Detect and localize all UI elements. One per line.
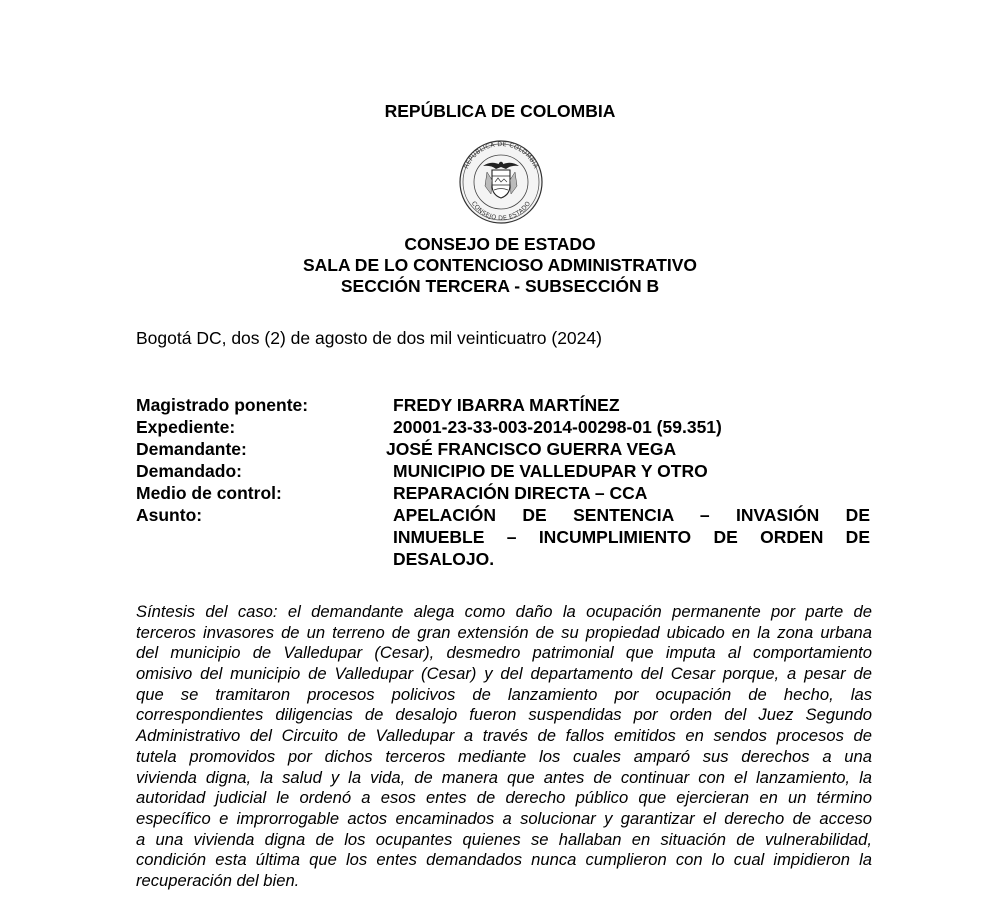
- summary-line: vivienda digna, la salud y la vida, de manera que antes de continuar con el lanzamiento, la: [136, 767, 872, 787]
- svg-text:REPUBLICA DE COLOMBIA: REPUBLICA DE COLOMBIA: [462, 140, 540, 170]
- case-details: [136, 394, 870, 570]
- summary-line: Síntesis del caso: el demandante alega como daño la ocupación permanente por parte de: [136, 602, 872, 621]
- court-section: SECCIÓN TERCERA - SUBSECCIÓN B: [340, 276, 660, 296]
- demandado-label: Demandado:: [136, 461, 242, 481]
- summary-line: tutela promovidos por dichos terceros mediante los cuales amparó sus derechos a una: [136, 746, 872, 766]
- summary-line: terceros invasores de un terreno de gran extensión de su propiedad ubicado en la zona urbana: [136, 622, 872, 642]
- demandante-row: [136, 438, 870, 460]
- summary-line: omisivo del municipio de Valledupar (Cesar) y del departamento del Cesar porque, a pesar de: [136, 664, 872, 684]
- country-heading: REPÚBLICA DE COLOMBIA: [384, 101, 616, 121]
- case-summary: [136, 602, 872, 892]
- court-name: CONSEJO DE ESTADO: [404, 234, 596, 254]
- summary-line: a una vivienda digna de los ocupantes quienes se hallaban en situación de vulnerabilidad,: [136, 829, 872, 849]
- magistrado-label: Magistrado ponente:: [136, 395, 309, 415]
- medio-label: Medio de control:: [136, 483, 282, 503]
- asunto-line: INMUEBLE – INCUMPLIMIENTO DE ORDEN DE: [393, 527, 870, 547]
- summary-line: específico e improrrogable actos encaminados a solucionar y garantizar el derecho de acceso: [136, 808, 872, 828]
- asunto-line: DESALOJO.: [393, 549, 495, 569]
- magistrado-row: [136, 394, 870, 416]
- medio-row: [136, 482, 870, 504]
- asunto-line: APELACIÓN DE SENTENCIA – INVASIÓN DE: [393, 505, 870, 525]
- summary-line: recuperación del bien.: [136, 870, 300, 890]
- demandado-row: [136, 460, 870, 482]
- court-heading: [0, 234, 984, 297]
- demandante-label: Demandante:: [136, 439, 247, 459]
- expediente-value: 20001-23-33-003-2014-00298-01 (59.351): [393, 417, 722, 437]
- demandante-value: JOSÉ FRANCISCO GUERRA VEGA: [386, 439, 677, 459]
- expediente-label: Expediente:: [136, 417, 236, 437]
- asunto-value: [393, 504, 870, 570]
- summary-line: que se tramitaron procesos policivos de lanzamiento por ocupación de hecho, las: [136, 684, 872, 704]
- summary-line: autoridad judicial le ordenó a esos entes de derecho público que ejercieran en un término: [136, 788, 872, 808]
- demandado-value: MUNICIPIO DE VALLEDUPAR Y OTRO: [393, 461, 708, 481]
- magistrado-value: FREDY IBARRA MARTÍNEZ: [393, 395, 620, 415]
- expediente-row: [136, 416, 870, 438]
- medio-value: REPARACIÓN DIRECTA – CCA: [393, 483, 648, 503]
- summary-line: condición esta última que los entes demandados nunca cumplieron con lo cual impidieron la: [136, 850, 872, 870]
- date-line: Bogotá DC, dos (2) de agosto de dos mil veinticuatro (2024): [136, 328, 602, 348]
- court-chamber: SALA DE LO CONTENCIOSO ADMINISTRATIVO: [302, 255, 698, 275]
- summary-line: del municipio de Valledupar (Cesar), desmedro patrimonial que imputa al comportamiento: [136, 643, 872, 663]
- summary-line: correspondientes diligencias de desalojo fueron suspendidas por orden del Juez Segundo: [136, 705, 872, 725]
- svg-text:CONSEJO DE ESTADO: CONSEJO DE ESTADO: [469, 200, 533, 223]
- summary-line: Administrativo del Circuito de Valledupar a través de fallos emitidos en sendos procesos de: [136, 726, 872, 746]
- asunto-row: [136, 504, 870, 570]
- asunto-label: Asunto:: [136, 505, 203, 525]
- coat-of-arms-seal-icon: [451, 138, 551, 224]
